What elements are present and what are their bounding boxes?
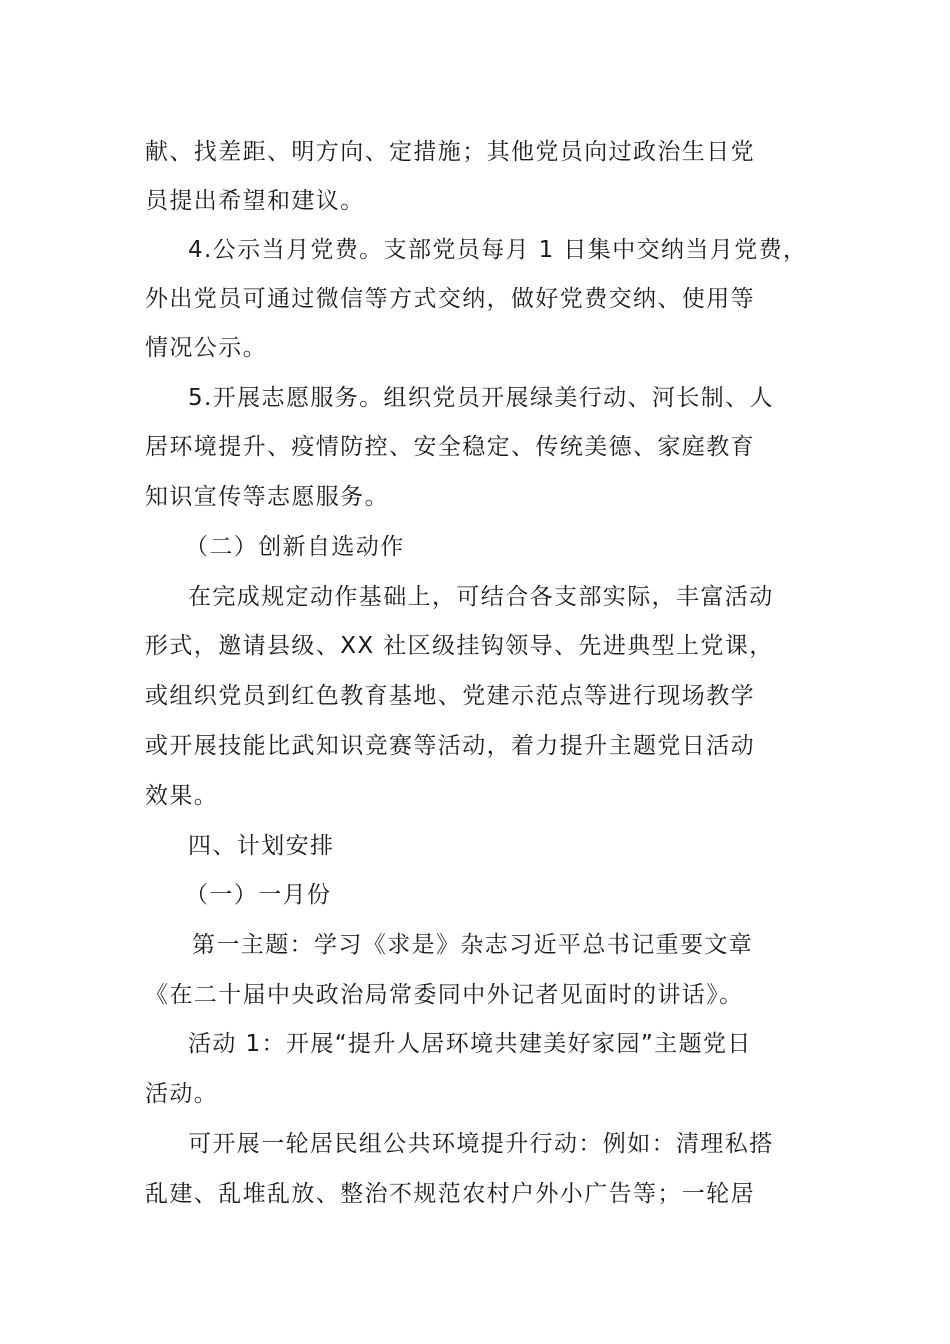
text-line: 活动。: [145, 1081, 219, 1107]
text-line: 4.公示当月党费。支部党员每月 1 日集中交纳当月党费，: [188, 237, 808, 263]
text-line: 乱建、乱堆乱放、整治不规范农村户外小广告等；一轮居: [145, 1181, 755, 1207]
text-line: 知识宣传等志愿服务。: [145, 484, 389, 510]
text-line: 第一主题：学习《求是》杂志习近平总书记重要文章: [192, 932, 754, 958]
text-line: 可开展一轮居民组公共环境提升行动：例如：清理私搭: [188, 1131, 774, 1157]
text-line: 情况公示。: [145, 335, 267, 361]
section-heading: （二）创新自选动作: [185, 534, 405, 560]
text-line: 外出党员可通过微信等方式交纳，做好党费交纳、使用等: [145, 286, 755, 312]
text-line: 活动 1：开展“提升人居环境共建美好家园”主题党日: [188, 1031, 752, 1057]
text-line: 或组织党员到红色教育基地、党建示范点等进行现场教学: [145, 683, 755, 709]
text-line: 5.开展志愿服务。组织党员开展绿美行动、河长制、人: [188, 385, 774, 411]
text-line: 献、找差距、明方向、定措施；其他党员向过政治生日党: [145, 139, 755, 165]
text-line: 形式，邀请县级、XX 社区级挂钩领导、先进典型上党课，: [145, 633, 774, 659]
section-heading: 四、计划安排: [188, 833, 335, 859]
text-line: 居环境提升、疫情防控、安全稳定、传统美德、家庭教育: [145, 434, 755, 460]
text-line: 员提出希望和建议。: [145, 188, 365, 214]
text-line: 效果。: [145, 783, 219, 809]
text-line: 或开展技能比武知识竞赛等活动，着力提升主题党日活动: [145, 733, 755, 759]
text-line: 《在二十届中央政治局常委同中外记者见面时的讲话》。: [145, 982, 744, 1008]
subsection-heading: （一）一月份: [185, 882, 332, 908]
text-line: 在完成规定动作基础上，可结合各支部实际，丰富活动: [188, 584, 774, 610]
